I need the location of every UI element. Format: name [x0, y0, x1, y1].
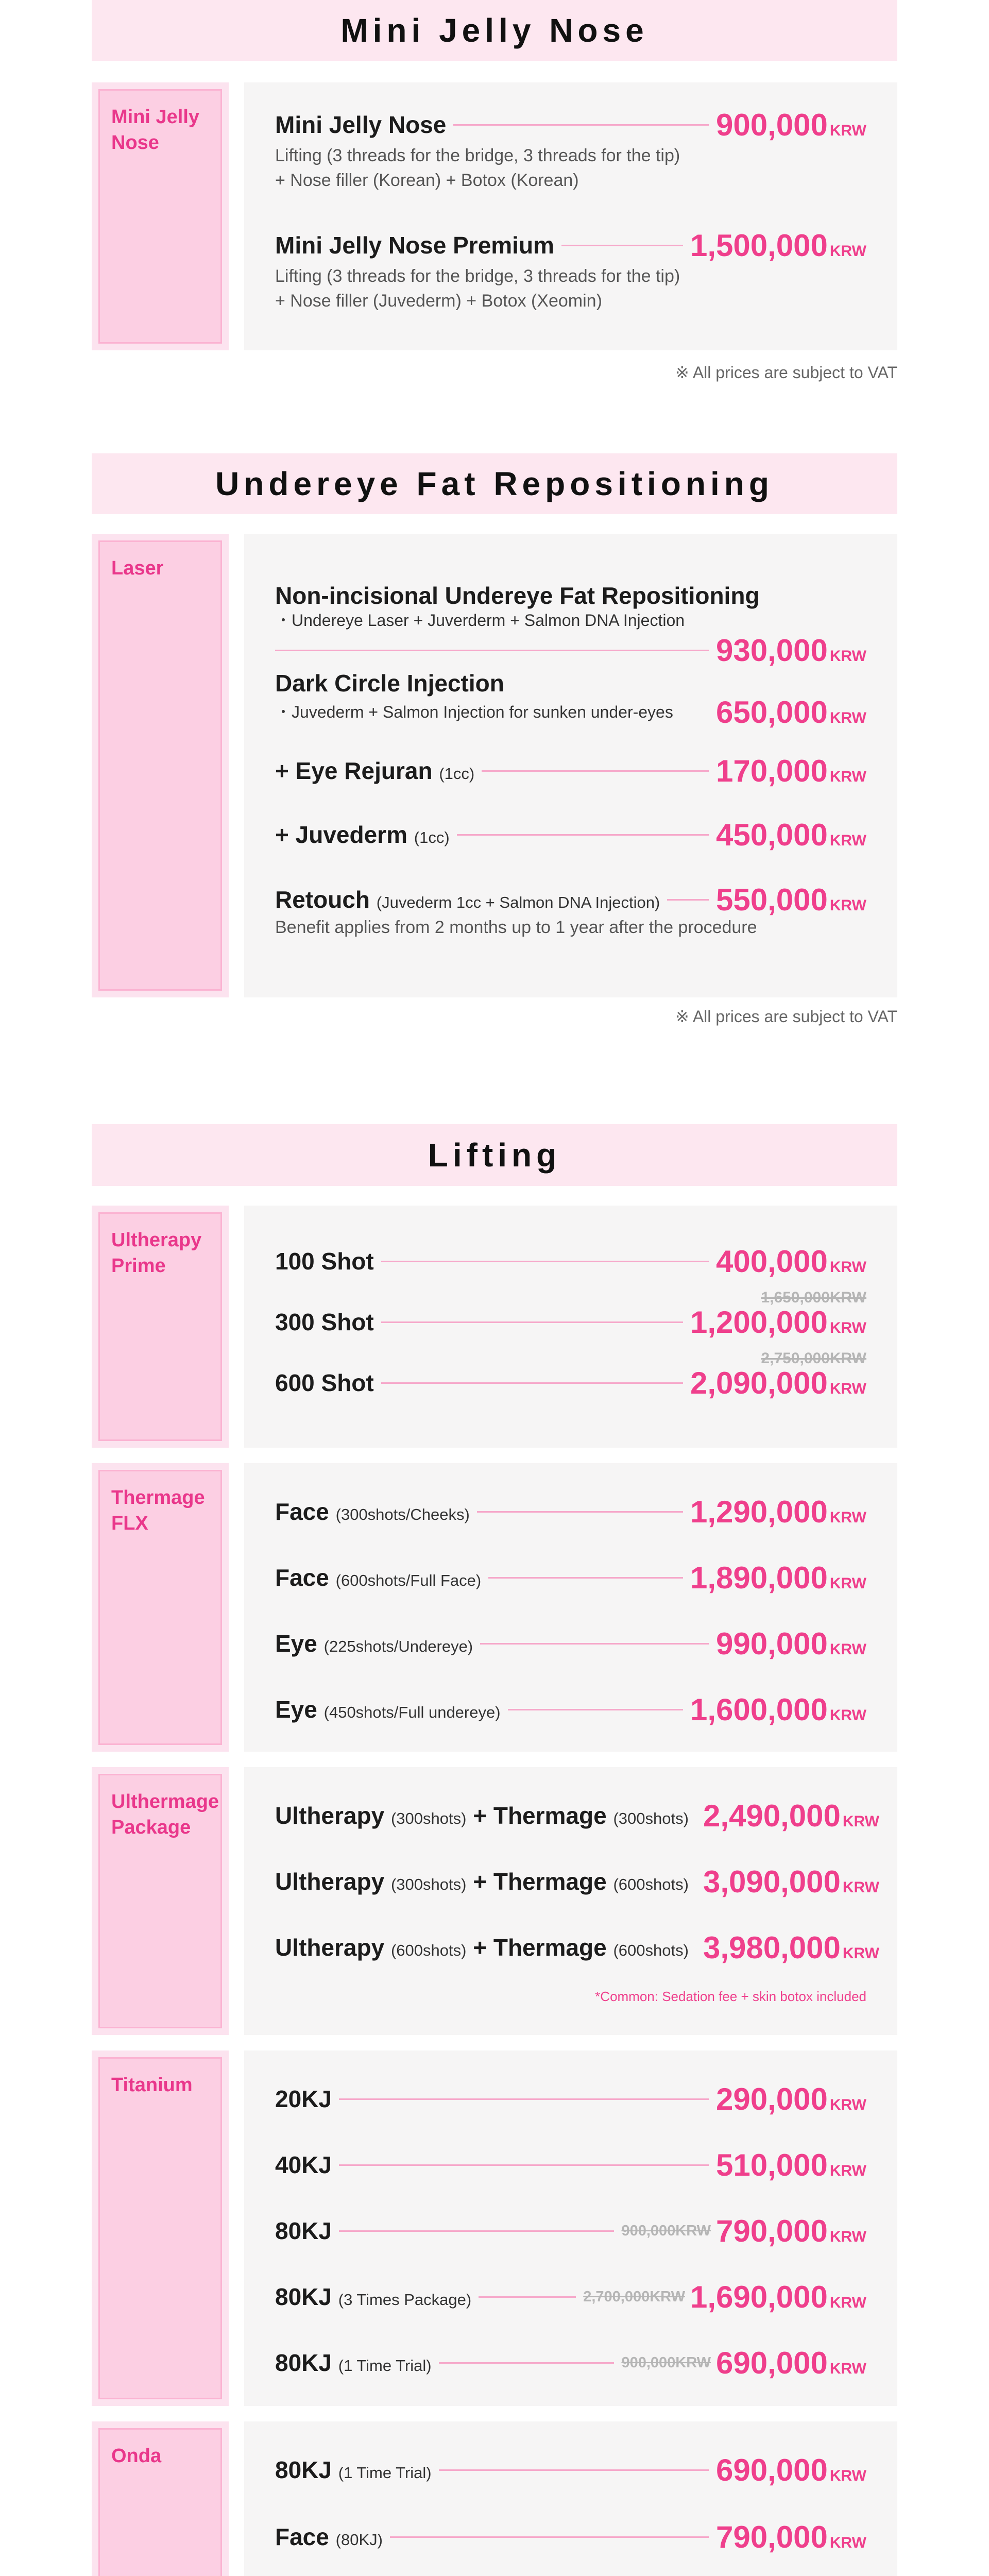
item-price: 790,000 KRW — [716, 2213, 866, 2248]
category-label: Titanium — [111, 2074, 193, 2096]
item-desc: Lifting (3 threads for the bridge, 3 threads for the tip) + Nose filler (Korean) + Botox (Korean) — [275, 146, 680, 190]
item-desc: ・Undereye Laser + Juverderm + Salmon DNA Injection — [275, 611, 685, 630]
price-panel-ulthermage — [244, 1767, 897, 2035]
vat-note: ※ All prices are subject to VAT — [675, 1007, 897, 1026]
section-title-undereye: Undereye Fat Repositioning — [92, 453, 897, 514]
item-desc: Benefit applies from 2 months up to 1 year after the procedure — [275, 918, 757, 937]
item-price: 290,000 KRW — [716, 2081, 866, 2116]
item-price: 900,000 KRW — [716, 107, 866, 142]
price-row — [275, 884, 866, 915]
price-panel-titanium — [244, 2050, 897, 2406]
price-row: Ultherapy (600shots) + Thermage (600shots) 3,980,000 KRW — [275, 1930, 879, 1965]
item-price: 170,000 KRW — [716, 753, 866, 788]
item-price: 1,690,000 KRW — [690, 2279, 866, 2314]
item-price: 690,000 KRW — [716, 2452, 866, 2487]
category-ulthermage — [92, 1767, 229, 2035]
item-name: + Eye Rejuran (1cc) — [275, 757, 475, 784]
price-row: 40KJ 510,000 KRW — [275, 2147, 866, 2182]
leader-line — [439, 2469, 709, 2471]
item-price: 450,000 KRW — [716, 817, 866, 852]
section-title-mini-jelly: Mini Jelly Nose — [92, 0, 897, 61]
item-price: 2,090,000 KRW — [690, 1365, 866, 1400]
item-name: Mini Jelly Nose Premium — [275, 232, 554, 259]
item-desc: Lifting (3 threads for the bridge, 3 threads for the tip) + Nose filler (Juvederm) + Botox (Xeomin) — [275, 266, 680, 311]
vat-note: ※ All prices are subject to VAT — [675, 363, 897, 382]
category-label: Mini Jelly Nose — [111, 106, 200, 154]
item-price: 1,600,000 KRW — [690, 1692, 866, 1727]
price-panel-ultherapy — [244, 1206, 897, 1448]
category-label: Thermage FLX — [111, 1487, 205, 1534]
price-row: 300 Shot 1,200,000 KRW — [275, 1304, 866, 1340]
item-price: 1,500,000 KRW — [690, 228, 866, 263]
item-name: 80KJ (1 Time Trial) — [275, 2456, 432, 2483]
category-mini-jelly — [92, 82, 229, 350]
item-price: 1,290,000 KRW — [690, 1494, 866, 1529]
leader-line — [390, 2536, 709, 2538]
price-row: Ultherapy (300shots) + Thermage (600shots) 3,090,000 KRW — [275, 1864, 879, 1899]
item-price: 400,000 KRW — [716, 1244, 866, 1279]
leader-line — [453, 124, 709, 126]
item-price: 790,000 KRW — [716, 2519, 866, 2554]
category-label: Ultherapy Prime — [111, 1229, 202, 1277]
price-panel-onda — [244, 2421, 897, 2576]
price-panel-undereye — [244, 534, 897, 997]
item-price: 3,090,000 KRW — [703, 1864, 879, 1899]
section-title-lifting: Lifting — [92, 1124, 897, 1186]
category-label: Ulthermage Package — [111, 1791, 219, 1838]
item-price: 510,000 KRW — [716, 2147, 866, 2182]
original-price: 900,000KRW — [621, 2222, 711, 2239]
price-panel-thermage — [244, 1463, 897, 1752]
price-row: Face (300shots/Cheeks) 1,290,000 KRW — [275, 1494, 866, 1529]
price-row — [275, 2521, 866, 2552]
price-row — [275, 109, 866, 140]
price-row: 80KJ (3 Times Package) 2,700,000KRW 1,690,000 KRW — [275, 2279, 866, 2314]
price-row — [275, 755, 866, 786]
original-price: 900,000KRW — [621, 2354, 711, 2371]
item-title-row: Dark Circle Injection — [275, 670, 504, 697]
category-label: Onda — [111, 2445, 162, 2467]
price-row — [275, 635, 866, 666]
original-price: 1,650,000KRW — [761, 1289, 866, 1306]
original-price: 2,700,000KRW — [583, 2288, 685, 2305]
item-price: 1,200,000 KRW — [690, 1304, 866, 1340]
item-name: Face (80KJ) — [275, 2523, 383, 2550]
item-name: Retouch (Juvederm 1cc + Salmon DNA Injection) — [275, 886, 660, 913]
price-row — [275, 2454, 866, 2485]
item-title-row: Non-incisional Undereye Fat Repositioning — [275, 582, 760, 609]
price-row: 80KJ (1 Time Trial) 900,000KRW 690,000 KRW — [275, 2345, 866, 2380]
category-laser — [92, 534, 229, 997]
item-price: 550,000 KRW — [716, 882, 866, 917]
item-price: 650,000 KRW — [716, 694, 866, 730]
price-row — [275, 819, 866, 850]
category-ultherapy — [92, 1206, 229, 1448]
price-panel-mini-jelly — [244, 82, 897, 350]
price-row: Eye (450shots/Full undereye) 1,600,000 KRW — [275, 1692, 866, 1727]
package-note: *Common: Sedation fee + skin botox included — [595, 1989, 866, 2004]
category-onda — [92, 2421, 229, 2576]
price-row: Ultherapy (300shots) + Thermage (300shots) 2,490,000 KRW — [275, 1798, 879, 1833]
leader-line — [561, 245, 683, 246]
price-row: 80KJ 900,000KRW 790,000 KRW — [275, 2213, 866, 2248]
item-price: 2,490,000 KRW — [703, 1798, 879, 1833]
price-row: Face (600shots/Full Face) 1,890,000 KRW — [275, 1560, 866, 1595]
item-price: 3,980,000 KRW — [703, 1930, 879, 1965]
price-row: 100 Shot 400,000 KRW — [275, 1244, 866, 1279]
price-row: 20KJ 290,000 KRW — [275, 2081, 866, 2116]
item-price: 930,000 KRW — [716, 633, 866, 668]
category-titanium — [92, 2050, 229, 2406]
price-row: 600 Shot 2,090,000 KRW — [275, 1365, 866, 1400]
price-row: ・Juvederm + Salmon Injection for sunken under-eyes 650,000 KRW — [275, 694, 866, 730]
category-thermage — [92, 1463, 229, 1752]
price-row: Eye (225shots/Undereye) 990,000 KRW — [275, 1626, 866, 1661]
item-name: Mini Jelly Nose — [275, 111, 447, 138]
original-price: 2,750,000KRW — [761, 1350, 866, 1367]
item-name: + Juvederm (1cc) — [275, 821, 450, 848]
price-row — [275, 230, 866, 261]
category-label: Laser — [111, 557, 164, 579]
item-price: 990,000 KRW — [716, 1626, 866, 1661]
item-price: 1,890,000 KRW — [690, 1560, 866, 1595]
item-price: 690,000 KRW — [716, 2345, 866, 2380]
